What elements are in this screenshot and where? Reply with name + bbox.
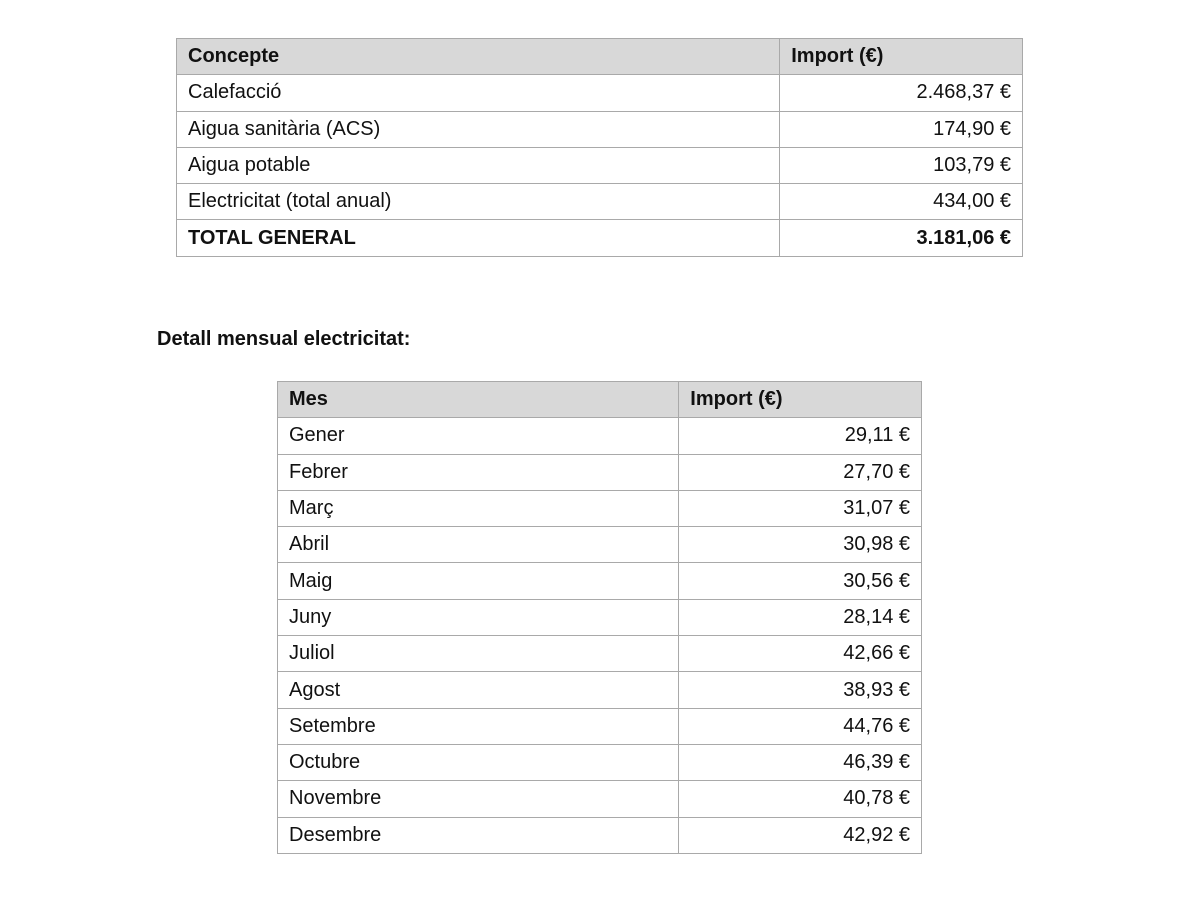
- month-amount: 42,92 €: [679, 817, 922, 853]
- month-amount: 40,78 €: [679, 781, 922, 817]
- month-name: Febrer: [278, 454, 679, 490]
- summary-concept: Calefacció: [177, 75, 780, 111]
- monthly-row: [278, 490, 922, 526]
- month-amount: 29,11 €: [679, 418, 922, 454]
- summary-amount: 174,90 €: [780, 111, 1023, 147]
- month-amount: 30,98 €: [679, 527, 922, 563]
- monthly-row: [278, 527, 922, 563]
- month-amount: 28,14 €: [679, 599, 922, 635]
- monthly-row: [278, 599, 922, 635]
- summary-amount: 2.468,37 €: [780, 75, 1023, 111]
- month-amount: 31,07 €: [679, 490, 922, 526]
- monthly-row: [278, 636, 922, 672]
- monthly-row: [278, 418, 922, 454]
- monthly-row: [278, 744, 922, 780]
- summary-row: [177, 75, 1023, 111]
- monthly-header-amount: Import (€): [679, 382, 922, 418]
- summary-total-amount: 3.181,06 €: [780, 220, 1023, 256]
- summary-concept: Aigua sanitària (ACS): [177, 111, 780, 147]
- summary-row: [177, 111, 1023, 147]
- summary-row: [177, 147, 1023, 183]
- monthly-row: [278, 454, 922, 490]
- summary-header-amount: Import (€): [780, 39, 1023, 75]
- month-name: Juny: [278, 599, 679, 635]
- summary-concept: Electricitat (total anual): [177, 184, 780, 220]
- monthly-row: [278, 781, 922, 817]
- month-amount: 46,39 €: [679, 744, 922, 780]
- month-name: Octubre: [278, 744, 679, 780]
- month-amount: 44,76 €: [679, 708, 922, 744]
- monthly-header-row: [278, 382, 922, 418]
- monthly-table: [277, 381, 922, 854]
- month-name: Juliol: [278, 636, 679, 672]
- month-amount: 30,56 €: [679, 563, 922, 599]
- summary-row: [177, 184, 1023, 220]
- summary-header-concept: Concepte: [177, 39, 780, 75]
- month-name: Desembre: [278, 817, 679, 853]
- monthly-row: [278, 708, 922, 744]
- month-name: Gener: [278, 418, 679, 454]
- summary-table: [176, 38, 1023, 257]
- month-amount: 38,93 €: [679, 672, 922, 708]
- summary-header-row: [177, 39, 1023, 75]
- summary-total-label: TOTAL GENERAL: [177, 220, 780, 256]
- monthly-row: [278, 817, 922, 853]
- monthly-section-heading: Detall mensual electricitat:: [157, 328, 411, 350]
- summary-amount: 434,00 €: [780, 184, 1023, 220]
- monthly-row: [278, 672, 922, 708]
- month-amount: 42,66 €: [679, 636, 922, 672]
- month-name: Setembre: [278, 708, 679, 744]
- month-name: Maig: [278, 563, 679, 599]
- monthly-row: [278, 563, 922, 599]
- summary-amount: 103,79 €: [780, 147, 1023, 183]
- monthly-header-month: Mes: [278, 382, 679, 418]
- summary-total-row: [177, 220, 1023, 256]
- month-name: Març: [278, 490, 679, 526]
- month-name: Abril: [278, 527, 679, 563]
- month-amount: 27,70 €: [679, 454, 922, 490]
- month-name: Agost: [278, 672, 679, 708]
- summary-concept: Aigua potable: [177, 147, 780, 183]
- month-name: Novembre: [278, 781, 679, 817]
